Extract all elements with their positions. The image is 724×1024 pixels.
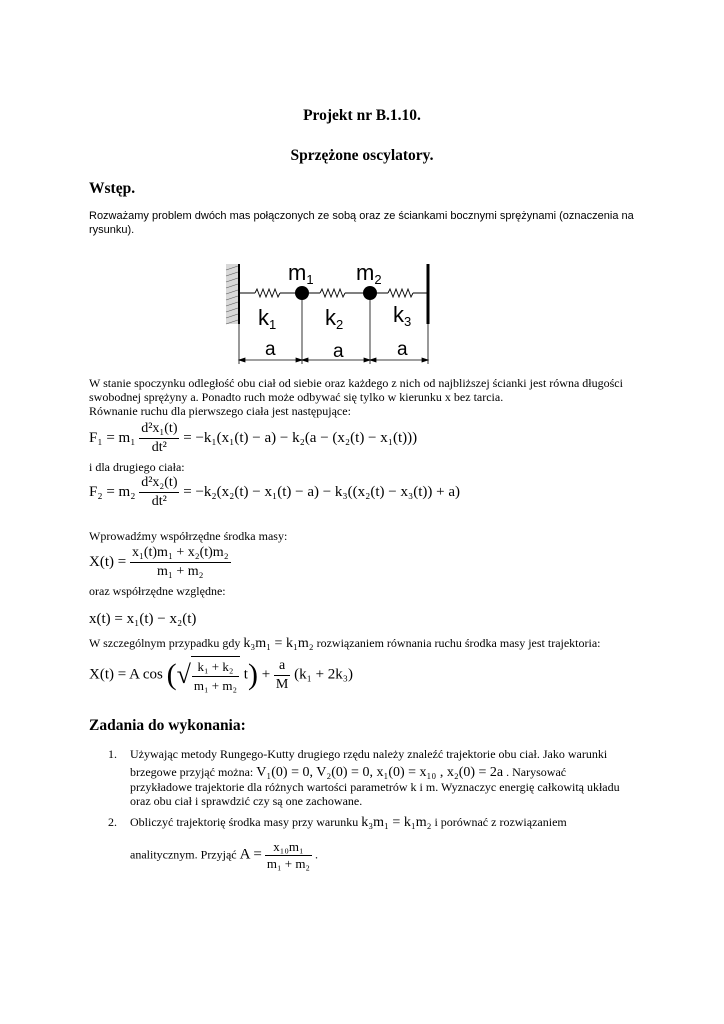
mass-1 <box>295 286 309 300</box>
page-title: Projekt nr B.1.10. <box>303 107 421 124</box>
task-2: 2. Obliczyć trajektorię środka masy przy warunku k₃m₁ = k₁m₂ i porównać z rozwiązaniem analitycznym. Przyjąć A = $\frac{\text{x₁₀m₁}}{\text{m₁ + m₂}}$ . <box>108 815 567 871</box>
distance-a-3: a <box>397 339 408 360</box>
paragraph-second-body: i dla drugiego ciała: <box>89 460 185 474</box>
spring-k1 <box>239 289 302 297</box>
intro-heading: Wstęp. <box>89 180 136 197</box>
paragraph-center-of-mass: Wprowadźmy współrzędne środka masy: <box>89 529 288 543</box>
task-1: 1. Używając metody Rungego-Kutty drugiego rzędu należy znaleźć trajektorie obu ciał. Jako warunki brzegowe przyjąć można: V₁(0) = 0, V₂(0) = 0, x₁(0) = x₁₀ , x₂(0) = 2a . Narysować przykładowe trajektorie dla różnych wartości parametrów k i m. Wyznaczyc energię całkowitą układu oraz obu ciał i sprawdzić czy są one zachowane. <box>108 747 620 808</box>
task-2-number: 2. <box>108 815 117 829</box>
tasks-heading: Zadania do wykonania: <box>89 717 246 734</box>
spring-k2 <box>302 289 370 297</box>
equation-relative: x(t) = x₁(t) − x₂(t) <box>89 611 197 627</box>
intro-text: Rozważamy problem dwóch mas połączonych ze sobą oraz ze ściankami bocznymi sprężynami (oznaczenia na rysunku). <box>89 210 634 236</box>
oscillator-diagram <box>220 256 440 368</box>
equation-trajectory: X(t) = A cos (√ $\frac{\text{k₁ + k₂}}{\text{m₁ + m₂}}$ t) + $\frac{a}{M}$ (k₁ + 2k₃) <box>89 657 354 693</box>
distance-a-2: a <box>333 341 344 362</box>
k1-label: k1 <box>258 305 277 332</box>
paragraph-rest-state: W stanie spoczynku odległość obu ciał od siebie oraz każdego z nich od najbliższej ścianki jest równa długości swobodnej sprężyny a. Ponadto ruch może odbywać się tylko w kierunku x bez tarcia. Równanie ruchu dla pierwszego ciała jest następujące: <box>89 376 623 418</box>
page-subtitle: Sprzężone oscylatory. <box>290 147 434 164</box>
equation-motion-1: F₁ = m₁ $\frac{\text{d²x₁(t)}}{\text{dt²}}$ = −k₁(x₁(t) − a) − k₂(a − (x₂(t) − x₁(t))) <box>89 421 418 455</box>
mass1-label: m1 <box>288 260 314 287</box>
k3-label: k3 <box>393 302 412 329</box>
spring-k3 <box>370 289 428 297</box>
mass2-label: m2 <box>356 260 382 287</box>
paragraph-special-case: W szczególnym przypadku gdy k₃m₁ = k₁m₂ rozwiązaniem równania ruchu środka masy jest trajektoria: <box>89 636 601 651</box>
equation-motion-2: F₂ = m₂ $\frac{\text{d²x₂(t)}}{\text{dt²}}$ = −k₂(x₂(t) − x₁(t) − a) − k₃((x₂(t) − x₃(t)) + a) <box>89 475 460 509</box>
distance-a-1: a <box>265 339 276 360</box>
equation-center-of-mass: X(t) = $\frac{\text{x₁(t)m₁ + x₂(t)m₂}}{\text{m₁ + m₂}}$ <box>89 545 229 579</box>
k2-label: k2 <box>325 305 344 332</box>
paragraph-relative: oraz współrzędne względne: <box>89 584 226 598</box>
left-wall <box>226 264 239 324</box>
mass-2 <box>363 286 377 300</box>
task-1-number: 1. <box>108 747 117 761</box>
